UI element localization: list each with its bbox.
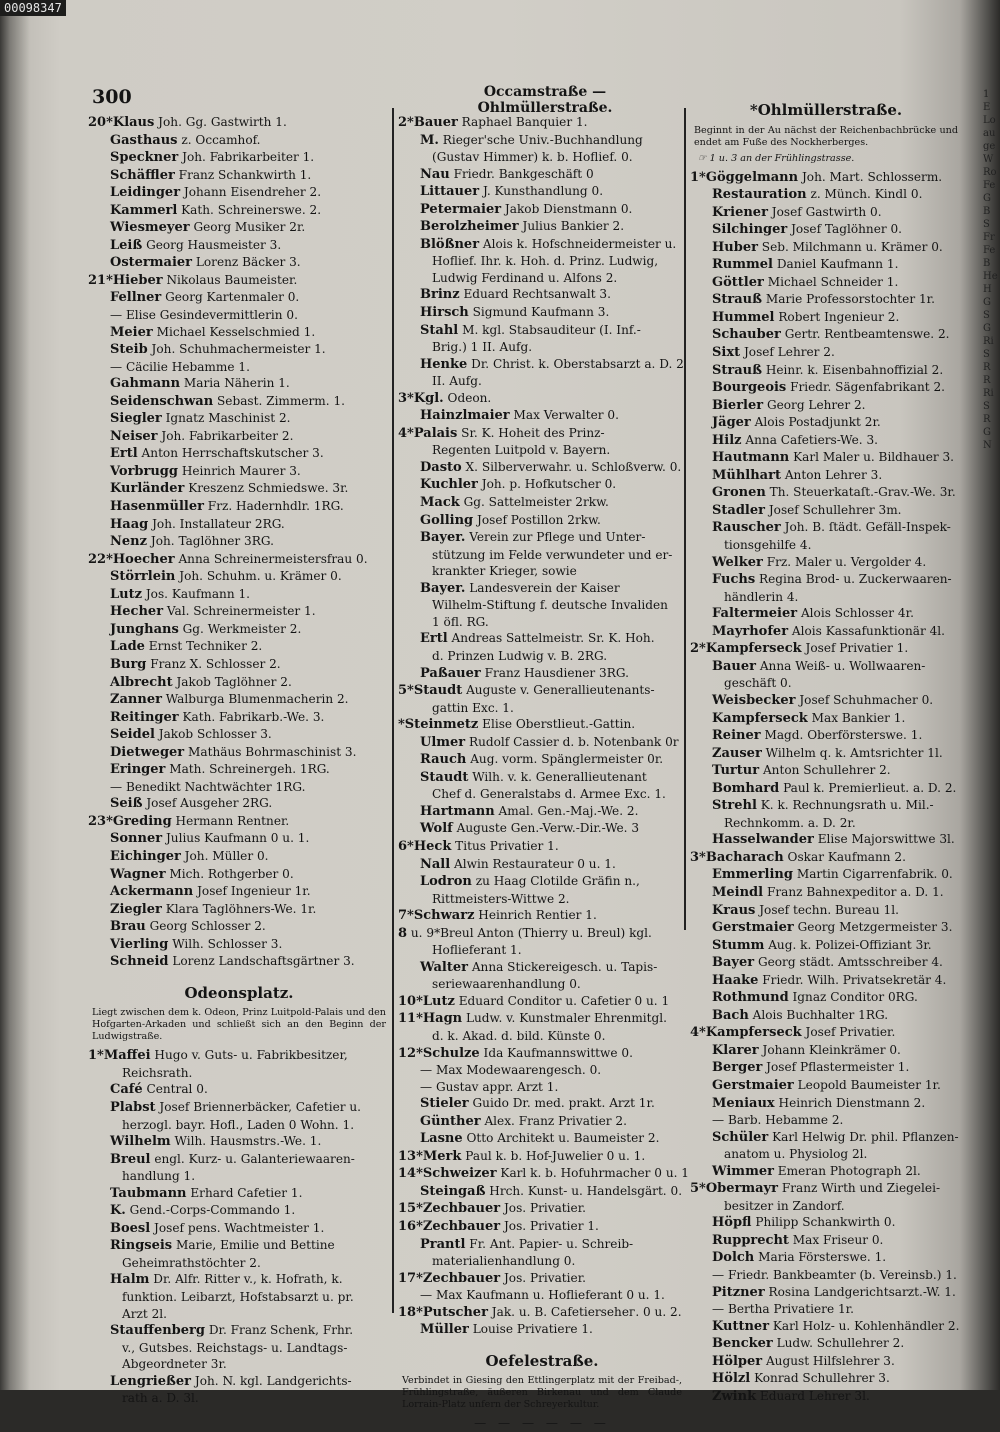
directory-entry: Blößner Alois k. Hofschneidermeister u.	[420, 236, 677, 252]
section-title-oefelestrasse: Oefelestraße.	[485, 1351, 599, 1370]
directory-entry: Silchinger Josef Taglöhner 0.	[712, 222, 903, 238]
directory-entry: Vorbrugg Heinrich Maurer 3.	[110, 463, 301, 479]
directory-entry: Kuchler Joh. p. Hofkutscher 0.	[420, 477, 617, 493]
section-note-ohlmuellerstrasse: Beginnt in der Au nächst der Reichenbachbrücke und endet am Fuße des Nockherberges.	[694, 124, 958, 148]
directory-entry: 10*Lutz Eduard Conditor u. Cafetier 0 u. 1	[398, 993, 670, 1009]
directory-entry: Halm Dr. Alfr. Ritter v., k. Hofrath, k.	[110, 1272, 343, 1288]
directory-entry: seriewaarenhandlung 0.	[432, 977, 581, 992]
directory-entry: Seidel Jakob Schlosser 3.	[110, 727, 272, 743]
directory-entry: Leiß Georg Hausmeister 3.	[110, 237, 282, 253]
directory-entry: Dietweger Mathäus Bohrmaschinist 3.	[110, 744, 357, 760]
directory-entry: Strauß Heinr. k. Eisenbahnoffizial 2.	[712, 362, 944, 378]
directory-entry: Bourgeois Friedr. Sägenfabrikant 2.	[712, 380, 946, 396]
column-right	[690, 101, 962, 1405]
directory-entry: Göttler Michael Schneider 1.	[712, 274, 899, 290]
directory-entry: Restauration z. Münch. Kindl 0.	[712, 187, 923, 203]
edge-fragment: Fr	[983, 232, 995, 243]
directory-entry: Siegler Ignatz Maschinist 2.	[110, 411, 291, 427]
section-title-ohlmuellerstrasse: *Ohlmüllerstraße.	[749, 101, 903, 119]
directory-entry: 12*Schulze Ida Kaufmannswittwe 0.	[398, 1045, 633, 1061]
directory-entry: — Bertha Privatiere 1r.	[712, 1302, 854, 1317]
directory-entry: Sixt Josef Lehrer 2.	[712, 345, 835, 361]
directory-entry: Nall Alwin Restaurateur 0 u. 1.	[420, 856, 616, 872]
directory-entry: 3*Bacharach Oskar Kaufmann 2.	[690, 849, 906, 865]
directory-entry: besitzer in Zandorf.	[724, 1198, 845, 1213]
directory-entry: Prantl Fr. Ant. Papier- u. Schreib-	[420, 1236, 634, 1252]
directory-entry: 3*Kgl. Odeon.	[398, 390, 492, 406]
edge-fragment: B	[983, 206, 991, 217]
directory-entry: Ertl Anton Herrschaftskutscher 3.	[110, 446, 324, 462]
directory-entry: 6*Heck Titus Privatier 1.	[398, 838, 559, 854]
directory-entry: Lutz Jos. Kaufmann 1.	[110, 586, 251, 602]
directory-entry: Geheimrathstöchter 2.	[122, 1255, 261, 1270]
directory-entry: Bayer Georg städt. Amtsschreiber 4.	[712, 955, 943, 971]
directory-entry: Hartmann Amal. Gen.-Maj.-We. 2.	[420, 803, 639, 819]
directory-entry: Eringer Math. Schreinergeh. 1RG.	[110, 762, 330, 778]
directory-entry: 2*Bauer Raphael Banquier 1.	[398, 115, 588, 130]
occamstrasse-entries	[88, 114, 390, 971]
directory-entry: Schäffler Franz Schankwirth 1.	[110, 167, 312, 183]
edge-fragment: ge	[983, 141, 996, 152]
directory-entry: Müller Louise Privatiere 1.	[420, 1322, 593, 1338]
directory-entry: Plabst Josef Briennerbäcker, Cafetier u.	[110, 1099, 362, 1115]
directory-entry: Henke Dr. Christ. k. Oberstabsarzt a. D. 2	[420, 356, 684, 372]
edge-fragment: S	[983, 310, 990, 321]
edge-fragment: Ri	[983, 336, 994, 347]
directory-entry: Kurländer Kreszenz Schmiedswe. 3r.	[110, 481, 349, 497]
directory-entry: Café Central 0.	[110, 1082, 208, 1098]
next-page-edge-text	[983, 88, 999, 452]
directory-entry: Wiesmeyer Georg Musiker 2r.	[110, 220, 306, 236]
directory-entry: Nenz Joh. Taglöhner 3RG.	[110, 534, 274, 550]
directory-entry: Störrlein Joh. Schuhm. u. Krämer 0.	[110, 569, 342, 585]
directory-entry: Petermaier Jakob Dienstmann 0.	[420, 201, 633, 217]
directory-entry: anatom u. Physiolog 2l.	[724, 1147, 868, 1162]
directory-entry: 4*Palais Sr. K. Hoheit des Prinz-	[398, 425, 605, 441]
directory-entry: Albrecht Jakob Taglöhner 2.	[110, 674, 292, 690]
directory-entry: Littauer J. Kunsthandlung 0.	[420, 184, 604, 200]
directory-entry: 5*Staudt Auguste v. Generallieutenants-	[398, 683, 655, 699]
edge-fragment: R	[983, 375, 991, 386]
directory-entry: Steingaß Hrch. Kunst- u. Handelsgärt. 0.	[420, 1183, 683, 1199]
directory-entry: Stauffenberg Dr. Franz Schenk, Frhr.	[110, 1323, 354, 1339]
directory-entry: Berger Josef Pflastermeister 1.	[712, 1060, 910, 1076]
directory-entry: Kammerl Kath. Schreinerswe. 2.	[110, 202, 322, 218]
edge-fragment: Fe	[983, 245, 996, 256]
directory-entry: Bayer. Landesverein der Kaiser	[420, 580, 620, 596]
directory-entry: Fuchs Regina Brod- u. Zuckerwaaren-	[712, 572, 952, 588]
directory-entry: Haake Friedr. Wilh. Privatsekretär 4.	[712, 972, 947, 988]
directory-entry: Ziegler Klara Taglöhners-We. 1r.	[110, 901, 317, 917]
directory-entry: Hummel Robert Ingenieur 2.	[712, 309, 900, 325]
edge-fragment: B	[983, 258, 991, 269]
directory-entry: Lasne Otto Architekt u. Baumeister 2.	[420, 1131, 660, 1147]
directory-entry: Seidenschwan Sebast. Zimmerm. 1.	[110, 393, 346, 409]
directory-entry: Nau Friedr. Bankgeschäft 0	[420, 166, 594, 182]
directory-entry: Schauber Gertr. Rentbeamtenswe. 2.	[712, 327, 950, 343]
directory-entry: Stumm Aug. k. Polizei-Offiziant 3r.	[712, 937, 932, 953]
directory-entry: Meier Michael Kesselschmied 1.	[110, 324, 316, 340]
directory-entry: d. k. Akad. d. bild. Künste 0.	[432, 1028, 606, 1043]
directory-entry: Strauß Marie Professorstochter 1r.	[712, 292, 935, 308]
directory-entry: Dasto X. Silberverwahr. u. Schloßverw. 0.	[420, 459, 682, 475]
directory-entry: 13*Merk Paul k. b. Hof-Juwelier 0 u. 1.	[398, 1148, 646, 1164]
directory-entry: Hecher Val. Schreinermeister 1.	[110, 604, 316, 620]
directory-entry: Vierling Wilh. Schlosser 3.	[110, 936, 283, 952]
directory-entry: Steib Joh. Schuhmachermeister 1.	[110, 342, 326, 358]
directory-entry: Hölzl Konrad Schullehrer 3.	[712, 1371, 890, 1387]
directory-entry: Stadler Josef Schullehrer 3m.	[712, 502, 902, 518]
directory-entry: Gronen Th. Steuerkataſt.-Grav.-We. 3r.	[712, 485, 956, 501]
directory-entry: stützung im Felde verwundeter und er-	[432, 547, 673, 562]
edge-fragment: G	[983, 323, 991, 334]
directory-entry: Ostermaier Lorenz Bäcker 3.	[110, 255, 301, 271]
section-note-oefelestrasse: Verbindet in Giesing den Ettlingerplatz mit der Freibad-, Frühlingstraße, äußeren Birkenau und dem Claude Lorrain-Platz unfern der Schreyerkultur.	[402, 1375, 682, 1411]
directory-entry: Walter Anna Stickereigesch. u. Tapis-	[420, 959, 658, 975]
directory-entry: Klarer Johann Kleinkrämer 0.	[712, 1042, 901, 1058]
directory-entry: 20*Klaus Joh. Gg. Gastwirth 1.	[88, 115, 287, 130]
directory-entry: Lodron zu Haag Clotilde Gräfin n.,	[420, 874, 640, 890]
directory-entry: Neiser Joh. Fabrikarbeiter 2.	[110, 428, 294, 444]
directory-entry: Boesl Josef pens. Wachtmeister 1.	[110, 1220, 325, 1236]
directory-entry: v., Gutsbes. Reichstags- u. Landtags-	[122, 1340, 348, 1355]
directory-entry: tionsgehilfe 4.	[724, 538, 812, 553]
directory-entry: materialienhandlung 0.	[432, 1254, 576, 1269]
directory-entry: — Max Modewaarengesch. 0.	[420, 1063, 602, 1078]
edge-fragment: Lo	[983, 115, 996, 126]
edge-fragment: R	[983, 362, 991, 373]
edge-fragment: 1 E	[983, 89, 991, 113]
directory-entry: Reichsrath.	[122, 1065, 193, 1080]
directory-entry: Staudt Wilh. v. k. Generallieutenant	[420, 769, 647, 785]
directory-entry: Hilz Anna Cafetiers-We. 3.	[712, 432, 878, 448]
directory-entry: Mayrhofer Alois Kassafunktionär 4l.	[712, 623, 945, 639]
directory-entry: — Friedr. Bankbeamter (b. Vereinsb.) 1.	[712, 1268, 957, 1282]
directory-entry: Zanner Walburga Blumenmacherin 2.	[110, 692, 349, 708]
directory-entry: Kampferseck Max Bankier 1.	[712, 710, 906, 726]
directory-entry: Bencker Ludw. Schullehrer 2.	[712, 1336, 905, 1352]
directory-entry: Ringseis Marie, Emilie und Bettine	[110, 1238, 335, 1254]
edge-fragment: Fe	[983, 180, 996, 191]
column-left	[88, 114, 390, 1407]
directory-entry: Meniaux Heinrich Dienstmann 2.	[712, 1095, 926, 1111]
directory-entry: Kraus Josef techn. Bureau 1l.	[712, 902, 899, 918]
directory-entry: Kriener Josef Gastwirth 0.	[712, 204, 882, 220]
directory-entry: Stieler Guido Dr. med. prakt. Arzt 1r.	[420, 1096, 655, 1112]
directory-entry: Hirsch Sigmund Kaufmann 3.	[420, 305, 610, 321]
directory-entry: Berolzheimer Julius Bankier 2.	[420, 219, 625, 235]
directory-entry: Brau Georg Schlosser 2.	[110, 919, 266, 935]
directory-entry: Speckner Joh. Fabrikarbeiter 1.	[110, 150, 315, 166]
directory-entry: *Steinmetz Elise Oberstlieut.-Gattin.	[398, 717, 636, 733]
directory-entry: Zwink Eduard Lehrer 3l.	[712, 1388, 870, 1404]
directory-entry: Günther Alex. Franz Privatier 2.	[420, 1113, 627, 1129]
directory-entry: Weisbecker Josef Schuhmacher 0.	[712, 692, 934, 708]
running-head: Occamstraße — Ohlmüllerstraße.	[477, 84, 613, 116]
directory-entry: Strehl K. k. Rechnungsrath u. Mil.-	[712, 798, 934, 814]
directory-entry: Schüler Karl Helwig Dr. phil. Pflanzen-	[712, 1129, 959, 1145]
directory-entry: Faltermeier Alois Schlosser 4r.	[712, 606, 914, 622]
directory-entry: Regenten Luitpold v. Bayern.	[432, 443, 611, 458]
edge-fragment: S	[983, 349, 990, 360]
directory-entry: Rechnkomm. a. D. 2r.	[724, 815, 856, 830]
directory-entry: Bierler Georg Lehrer 2.	[712, 397, 866, 413]
directory-entry: Burg Franz X. Schlosser 2.	[110, 656, 281, 672]
directory-entry: Chef d. Generalstabs d. Armee Exc. 1.	[432, 787, 666, 802]
directory-entry: Leidinger Johann Eisendreher 2.	[110, 185, 322, 201]
directory-entry: Golling Josef Postillon 2rkw.	[420, 512, 601, 528]
directory-entry: Hautmann Karl Maler u. Bildhauer 3.	[712, 450, 955, 466]
directory-entry: Hoflief. Ihr. k. Hoh. d. Prinz. Ludwig,	[432, 254, 659, 269]
directory-entry: 1*Maffei Hugo v. Guts- u. Fabrikbesitzer,	[88, 1048, 348, 1064]
directory-entry: 22*Hoecher Anna Schreinermeistersfrau 0.	[88, 551, 368, 567]
directory-entry: Brinz Eduard Rechtsanwalt 3.	[420, 287, 611, 303]
edge-fragment: Ri	[983, 388, 994, 399]
directory-entry: Gahmann Maria Näherin 1.	[110, 376, 290, 392]
directory-entry: Wagner Mich. Rothgerber 0.	[110, 866, 294, 882]
odeonsplatz-entries	[88, 1047, 390, 1406]
edge-fragment: S	[983, 219, 990, 230]
directory-entry: Ulmer Rudolf Cassier d. b. Notenbank 0r	[420, 734, 679, 750]
directory-entry: Schneid Lorenz Landschaftsgärtner 3.	[110, 954, 355, 970]
directory-entry: Dolch Maria Försterswe. 1.	[712, 1250, 887, 1266]
edge-fragment: W	[983, 154, 994, 165]
directory-entry: Kuttner Karl Holz- u. Kohlenhändler 2.	[712, 1318, 960, 1334]
directory-entry: — Gustav appr. Arzt 1.	[420, 1079, 559, 1094]
edge-fragment: G	[983, 193, 991, 204]
edge-fragment: S	[983, 401, 990, 412]
ohlmuellerstrasse-entries	[690, 169, 962, 1406]
directory-entry: — Cäcilie Hebamme 1.	[110, 359, 250, 374]
directory-entry: Reitinger Kath. Fabrikarb.-We. 3.	[110, 709, 325, 725]
directory-entry: geschäft 0.	[724, 676, 792, 691]
directory-entry: Emmerling Martin Cigarrenfabrik. 0.	[712, 867, 953, 883]
directory-entry: rath a. D. 3l.	[122, 1391, 199, 1406]
directory-entry: Rothmund Ignaz Conditor 0RG.	[712, 990, 918, 1006]
directory-entry: Haag Joh. Installateur 2RG.	[110, 516, 285, 532]
directory-entry: — Benedikt Nachtwächter 1RG.	[110, 779, 306, 794]
directory-entry: Rauscher Joh. B. ſtädt. Gefäll-Inspek-	[712, 520, 951, 536]
directory-entry: Wilhelm-Stiftung f. deutsche Invaliden	[432, 598, 668, 613]
directory-entry: Mack Gg. Sattelmeister 2rkw.	[420, 495, 609, 511]
scan-id-label: 00098347	[0, 0, 66, 16]
directory-entry: Bomhard Paul k. Premierlieut. a. D. 2.	[712, 780, 957, 796]
directory-entry: Reiner Magd. Oberförsterswe. 1.	[712, 728, 923, 744]
directory-entry: 1*Göggelmann Joh. Mart. Schlosserm.	[690, 169, 943, 185]
directory-entry: Ertl Andreas Sattelmeistr. Sr. K. Hoh.	[420, 631, 655, 647]
directory-entry: 18*Putscher Jak. u. B. Cafetiersehег. 0 u. 2.	[398, 1304, 682, 1320]
section-note-odeonsplatz: Liegt zwischen dem k. Odeon, Prinz Luitpold-Palais und den Hofgarten-Arkaden und schließt sich an den Beginn der Ludwigstraße.	[92, 1007, 386, 1043]
edge-fragment: au	[983, 128, 996, 139]
edge-fragment: G	[983, 297, 991, 308]
directory-entry: Wimmer Emeran Photograph 2l.	[712, 1163, 921, 1179]
directory-entry: Arzt 2l.	[122, 1306, 167, 1321]
directory-entry: 1 öfl. RG.	[432, 614, 489, 629]
directory-entry: 16*Zechbauer Jos. Privatier 1.	[398, 1219, 599, 1234]
directory-entry: Mühlhart Anton Lehrer 3.	[712, 467, 883, 483]
section-end-dashes: — — — — — —	[474, 1416, 610, 1431]
directory-entry: Taubmann Erhard Cafetier 1.	[110, 1185, 303, 1201]
odeonsplatz-entries-continued	[398, 114, 689, 1339]
directory-entry: Gerstmaier Georg Metzgermeister 3.	[712, 920, 953, 936]
directory-entry: K. Gend.-Corps-Commando 1.	[110, 1203, 296, 1219]
directory-entry: herzogl. bayr. Hofl., Laden 0 Wohn. 1.	[122, 1117, 355, 1132]
directory-entry: d. Prinzen Ludwig v. B. 2RG.	[432, 648, 608, 663]
directory-entry: Wilhelm Wilh. Hausmstrs.-We. 1.	[110, 1134, 322, 1150]
directory-entry: Rummel Daniel Kaufmann 1.	[712, 257, 899, 273]
directory-entry: funktion. Leibarzt, Hofstabsarzt u. pr.	[122, 1290, 354, 1304]
directory-entry: Bayer. Verein zur Pflege und Unter-	[420, 530, 646, 546]
directory-entry: Turtur Anton Schullehrer 2.	[712, 763, 891, 779]
directory-entry: — Elise Gesindevermittlerin 0.	[110, 308, 298, 323]
directory-entry: Huber Seb. Milchmann u. Krämer 0.	[712, 239, 943, 255]
directory-entry: — Max Kaufmann u. Hoflieferant 0 u. 1.	[420, 1288, 665, 1303]
column-middle	[398, 114, 689, 1432]
directory-entry: M. Rieger'sche Univ.-Buchhandlung	[420, 132, 643, 148]
directory-entry: Bach Alois Buchhalter 1RG.	[712, 1007, 889, 1023]
directory-entry: Zauser Wilhelm q. k. Amtsrichter 1l.	[712, 745, 943, 761]
directory-entry: Breul engl. Kurz- u. Galanteriewaaren-	[110, 1151, 355, 1167]
directory-entry: Hölper August Hilfslehrer 3.	[712, 1353, 895, 1369]
directory-entry: Brig.) 1 II. Aufg.	[432, 340, 533, 355]
directory-entry: krankter Krieger, sowie	[432, 564, 577, 579]
directory-entry: Gasthaus z. Occamhof.	[110, 132, 261, 148]
directory-entry: 23*Greding Hermann Rentner.	[88, 813, 290, 829]
edge-fragment: R	[983, 414, 991, 425]
directory-entry: — Barb. Hebamme 2.	[712, 1113, 844, 1128]
directory-entry: Rittmeisters-Wittwe 2.	[432, 891, 570, 906]
directory-entry: 17*Zechbauer Jos. Privatier.	[398, 1270, 586, 1286]
directory-entry: 11*Hagn Ludw. v. Kunstmaler Ehrenmitgl.	[398, 1011, 667, 1027]
edge-fragment: N	[983, 440, 992, 451]
directory-entry: II. Aufg.	[432, 374, 482, 389]
directory-entry: Ackermann Josef Ingenieur 1r.	[110, 884, 311, 900]
directory-entry: Rupprecht Max Friseur 0.	[712, 1232, 884, 1248]
directory-entry: Meindl Franz Bahnexpeditor a. D. 1.	[712, 884, 944, 900]
edge-fragment: Ro	[983, 167, 997, 178]
directory-entry: Lade Ernst Techniker 2.	[110, 639, 263, 655]
directory-entry: Hasenmüller Frz. Hadernhdlr. 1RG.	[110, 499, 344, 515]
section-note-frühlingstrasse: ☞ 1 u. 3 an der Frühlingstrasse.	[698, 152, 855, 164]
page-number: 300	[92, 86, 132, 108]
column-rule-1	[392, 108, 394, 1313]
directory-entry: 21*Hieber Nikolaus Baumeister.	[88, 272, 298, 288]
directory-entry: Stahl M. kgl. Stabsauditeur (I. Inf.-	[420, 322, 641, 338]
directory-entry: Abgeordneter 3r.	[122, 1357, 227, 1372]
edge-fragment: He	[983, 271, 998, 282]
directory-entry: Junghans Gg. Werkmeister 2.	[110, 621, 302, 637]
directory-entry: Eichinger Joh. Müller 0.	[110, 848, 269, 864]
directory-entry: Gerstmaier Leopold Baumeister 1r.	[712, 1077, 941, 1093]
directory-entry: Ludwig Ferdinand u. Alfons 2.	[432, 270, 618, 285]
directory-entry: Paßauer Franz Hausdiener 3RG.	[420, 665, 629, 681]
directory-entry: 15*Zechbauer Jos. Privatier.	[398, 1201, 586, 1217]
directory-entry: Hasselwander Elise Majorswittwe 3l.	[712, 832, 955, 848]
directory-entry: 14*Schweizer Karl k. b. Hofuhrmacher 0 u. 1	[398, 1166, 689, 1182]
section-title-odeonsplatz: Odeonsplatz.	[184, 983, 294, 1002]
directory-entry: gattin Exc. 1.	[432, 700, 514, 715]
directory-entry: 5*Obermayr Franz Wirth und Ziegelei-	[690, 1181, 941, 1197]
directory-entry: Fellner Georg Kartenmaler 0.	[110, 290, 300, 306]
directory-entry: 7*Schwarz Heinrich Rentier 1.	[398, 908, 597, 924]
directory-entry: Pitzner Rosina Landgerichtsarzt.-W. 1.	[712, 1284, 956, 1300]
directory-entry: Jäger Alois Postadjunkt 2r.	[712, 415, 881, 431]
directory-entry: Bauer Anna Weiß- u. Wollwaaren-	[712, 658, 926, 674]
directory-entry: Sonner Julius Kaufmann 0 u. 1.	[110, 831, 310, 847]
edge-fragment: H	[983, 284, 992, 295]
directory-entry: Wolf Auguste Gen.-Verw.-Dir.-We. 3	[420, 821, 640, 837]
edge-fragment: G	[983, 427, 991, 438]
directory-entry: Seiß Josef Ausgeher 2RG.	[110, 796, 273, 812]
directory-entry: Hainzlmaier Max Verwalter 0.	[420, 408, 619, 424]
directory-entry: handlung 1.	[122, 1169, 196, 1184]
directory-entry: händlerin 4.	[724, 589, 799, 604]
directory-entry: (Gustav Himmer) k. b. Hoflief. 0.	[432, 150, 633, 165]
directory-entry: 2*Kampferseck Josef Privatier 1.	[690, 641, 909, 657]
directory-entry: Rauch Aug. vorm. Spänglermeister 0r.	[420, 752, 664, 768]
directory-entry: Lengrießer Joh. N. kgl. Landgerichts-	[110, 1373, 352, 1389]
directory-entry: 4*Kampferseck Josef Privatier.	[690, 1025, 896, 1041]
directory-entry: Höpfl Philipp Schankwirth 0.	[712, 1215, 896, 1231]
directory-entry: Hoflieferant 1.	[432, 943, 522, 958]
directory-entry: Welker Frz. Maler u. Vergolder 4.	[712, 554, 927, 570]
directory-entry: 8 u. 9*Breul Anton (Thierry u. Breul) kgl.	[398, 925, 652, 941]
